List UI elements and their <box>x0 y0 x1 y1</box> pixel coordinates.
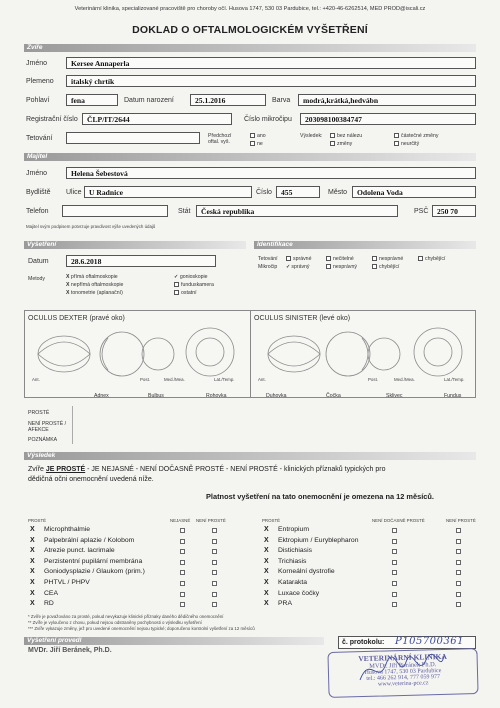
right-row <box>264 547 358 558</box>
os-bulbus-sketch <box>326 332 370 376</box>
right-name: Trichiasis <box>278 557 307 565</box>
footnote-1: * Zvíře je považováno za prosté, pokud nevykazuje klinické příznaky daného dědičného onemocnění <box>28 614 224 619</box>
free-mark[interactable]: X <box>264 578 269 586</box>
color-value: modrá,krátká,hedvábn <box>303 96 379 105</box>
os-ant-label: Ant. <box>258 377 266 382</box>
section-vet: Vyšetření provedl <box>24 637 324 645</box>
conclusion-notes-area[interactable] <box>72 406 476 444</box>
method-tonometry[interactable]: X tonometrie (aplanační) <box>66 290 123 296</box>
os-adnex-sketch <box>268 336 320 372</box>
col-free-right: PROSTÉ <box>262 518 281 523</box>
part-bulbus: Bulbus <box>148 393 164 399</box>
city-label: Město <box>328 189 348 196</box>
methods-list-2 <box>174 274 214 296</box>
prev-result-label: Výsledek: <box>300 133 323 139</box>
dob-field[interactable] <box>190 94 266 106</box>
city-value: Odolena Voda <box>357 188 403 197</box>
od-ant-label: Ant. <box>32 377 40 382</box>
col-free-left: PROSTÉ <box>28 518 47 523</box>
city-field[interactable] <box>352 186 476 198</box>
right-name: Katarakta <box>278 578 308 586</box>
chip-value: 203098100384747 <box>305 115 362 124</box>
left-row <box>30 579 145 590</box>
ident-tattoo-missing[interactable]: chybějící <box>418 256 445 262</box>
result-checkbox[interactable] <box>180 539 185 544</box>
ident-tattoo-illegible[interactable]: nečitelné <box>326 256 354 262</box>
document-title: DOKLAD O OFTALMOLOGICKÉM VYŠETŘENÍ <box>132 24 368 36</box>
animal-name-label: Jméno <box>26 60 48 67</box>
ident-tattoo-incorrect[interactable]: nesprávné <box>372 256 403 262</box>
result-checkbox[interactable] <box>212 602 217 607</box>
free-mark[interactable]: X <box>30 578 35 586</box>
stamp-line-2: MVDr. Jiří Beránek Ph.D. <box>369 661 437 670</box>
reg-value: ČLP/IT/2644 <box>87 115 130 124</box>
stamp-line-1: VETERINÁRNÍ KLINIKA <box>358 651 447 664</box>
result-checkbox[interactable] <box>212 528 217 533</box>
protocol-number: P105700361 <box>395 636 464 647</box>
od-iris-sketch <box>196 338 224 366</box>
ident-chip-label: Mikročip <box>258 264 278 270</box>
od-lid-sketch <box>38 342 90 366</box>
result-checkbox[interactable] <box>180 592 185 597</box>
prev-yes[interactable]: ano <box>250 133 266 139</box>
conclusion-free: PROSTÉ <box>28 410 50 416</box>
color-field[interactable] <box>298 94 476 106</box>
left-name: Microphthalmie <box>44 526 91 533</box>
part-vitreous: Sklivec <box>386 393 403 399</box>
result-checkbox[interactable] <box>180 570 185 575</box>
free-mark[interactable]: X <box>264 557 269 565</box>
ident-tattoo-correct[interactable]: správné <box>286 256 311 262</box>
section-owner: Majitel <box>24 153 476 161</box>
sex-label: Pohlaví <box>26 97 50 104</box>
result-checkbox[interactable] <box>456 570 461 575</box>
result-checkbox[interactable] <box>456 602 461 607</box>
od-title: OCULUS DEXTER (pravé oko) <box>28 315 125 322</box>
section-results: Výsledek <box>24 452 476 460</box>
left-row <box>30 600 145 611</box>
state-field[interactable] <box>196 205 398 217</box>
left-name: Goniodysplazie / Glaukom (prim.) <box>44 568 145 576</box>
section-animal: Zvíře <box>24 44 476 52</box>
right-name: Ektropium / Euryblepharon <box>278 536 359 544</box>
disease-list-right <box>264 526 358 611</box>
result-checkbox[interactable] <box>456 581 461 586</box>
free-mark[interactable]: X <box>30 589 35 597</box>
col-not-free-right: NENÍ PROSTÉ <box>446 518 476 523</box>
result-checkbox[interactable] <box>392 539 397 544</box>
od-lat-label: Lat./Temp. <box>214 377 235 382</box>
conclusion-note: POZNÁMKA <box>28 437 58 443</box>
right-row <box>264 600 358 611</box>
result-checkbox[interactable] <box>392 581 397 586</box>
methods-label: Metody <box>28 276 46 282</box>
zip-value: 250 70 <box>437 207 458 216</box>
method-funduscamera[interactable]: funduskamera <box>174 282 214 288</box>
prev-result-partial[interactable]: částečné změny <box>394 133 438 139</box>
color-label: Barva <box>272 97 291 104</box>
exam-date-field[interactable] <box>66 255 216 267</box>
breed-field[interactable] <box>66 75 476 87</box>
os-post-label: Post. <box>368 377 379 382</box>
section-exam: Vyšetření <box>24 241 246 249</box>
result-checkbox[interactable] <box>212 581 217 586</box>
od-med-label: Med./Mea. <box>164 377 185 382</box>
free-mark[interactable]: X <box>30 557 35 565</box>
result-checkbox[interactable] <box>456 528 461 533</box>
phone-field[interactable] <box>62 205 168 217</box>
result-checkbox[interactable] <box>392 528 397 533</box>
prev-no[interactable]: ne <box>250 141 263 147</box>
breed-label: Plemeno <box>26 78 54 85</box>
owner-name-label: Jméno <box>26 170 48 177</box>
owner-note: Majitel svým podpisem potvrzuje pravdivost výše uvedených údajů <box>26 224 156 229</box>
result-checkbox[interactable] <box>456 549 461 554</box>
od-fundus-sketch <box>186 328 234 376</box>
dob-value: 25.1.2016 <box>195 96 226 105</box>
left-name: PHTVL / PHPV <box>44 578 90 586</box>
protocol-box[interactable] <box>338 636 476 649</box>
owner-name-field[interactable] <box>66 167 476 179</box>
chip-field[interactable] <box>300 113 476 125</box>
left-name: Palpebrální aplazie / Kolobom <box>44 536 135 544</box>
result-checkbox[interactable] <box>456 560 461 565</box>
result-checkbox[interactable] <box>180 602 185 607</box>
right-row <box>264 558 358 569</box>
protocol-label: č. protokolu: <box>342 639 385 646</box>
result-checkbox[interactable] <box>212 560 217 565</box>
os-lat-label: Lat./Temp. <box>444 377 465 382</box>
breed-value: italský chrtík <box>71 77 115 86</box>
right-row <box>264 579 358 590</box>
house-number-field[interactable] <box>276 186 320 198</box>
state-label: Stát <box>178 208 191 215</box>
reg-field[interactable] <box>82 113 232 125</box>
footnote-3: *** Zvíře vykazuje změny, jež pro uvedené onemocnění nejsou typické; doporučeno kontrolní vyšetření za 12 měsíců <box>28 626 255 631</box>
od-cornea-sketch <box>142 338 174 370</box>
left-row <box>30 526 145 537</box>
chip-label: Číslo mikročipu <box>244 116 292 123</box>
exam-date-label: Datum <box>28 258 49 265</box>
ident-chip-correct[interactable]: ✓správný <box>286 264 310 270</box>
free-mark[interactable]: X <box>30 536 35 544</box>
prev-result-changes[interactable]: změny <box>330 141 352 147</box>
footnotes <box>28 614 255 632</box>
prev-result-clear[interactable]: bez nálezu <box>330 133 362 139</box>
ident-chip-incorrect[interactable]: nesprávný <box>326 264 357 270</box>
left-row <box>30 558 145 569</box>
zip-field[interactable] <box>432 205 476 217</box>
animal-name-field[interactable] <box>66 57 476 69</box>
conclusion-not-free: NENÍ PROSTÉ / AFEKCE <box>28 421 67 433</box>
section-ident: Identifikace <box>254 241 476 249</box>
part-fundus: Fundus <box>444 393 462 399</box>
owner-name-value: Helena Šebestová <box>71 169 128 178</box>
result-checkbox[interactable] <box>456 539 461 544</box>
methods-list <box>66 274 123 296</box>
vet-name: MVDr. Jiří Beránek, Ph.D. <box>28 647 112 654</box>
result-checkbox[interactable] <box>212 539 217 544</box>
free-mark[interactable]: X <box>264 526 269 533</box>
od-adnex-sketch <box>38 336 90 372</box>
free-mark[interactable]: X <box>30 568 35 576</box>
os-cornea-sketch <box>368 338 400 370</box>
part-iris: Duhovka <box>266 393 287 399</box>
free-mark[interactable]: X <box>264 600 269 608</box>
os-fundus-sketch <box>414 328 462 376</box>
os-iris-sketch <box>424 338 452 366</box>
stamp-line-3: Husova 1747, 530 03 Pardubice <box>364 667 442 677</box>
od-post-label: Post. <box>140 377 151 382</box>
dob-label: Datum narození <box>124 97 174 104</box>
animal-name-value: Kersee Annaperla <box>71 59 130 68</box>
od-bulbus-sketch <box>100 332 144 376</box>
street-value: U Radnice <box>89 188 123 197</box>
result-checkbox[interactable] <box>392 602 397 607</box>
os-title: OCULUS SINISTER (levé oko) <box>254 315 351 322</box>
method-gonioscopy[interactable]: ✓ gonioskopie <box>174 274 208 280</box>
result-statement-2: dědičná očni onemocnění uvedená níže. <box>28 476 154 483</box>
result-checkbox[interactable] <box>392 549 397 554</box>
free-mark[interactable]: X <box>264 568 269 576</box>
right-name: Entropium <box>278 526 309 533</box>
stamp-line-5: www.veterina-pce.cz <box>377 680 429 688</box>
right-row <box>264 537 358 548</box>
left-name: Perzistentní pupilární membrána <box>44 557 143 565</box>
left-row <box>30 537 145 548</box>
street-field[interactable] <box>84 186 252 198</box>
col-temp-right: NENÍ DOČASNĚ PROSTÉ <box>372 518 425 523</box>
right-row <box>264 568 358 579</box>
reg-label: Registrační číslo <box>26 116 78 123</box>
os-lid-sketch <box>268 342 320 366</box>
right-name: PRA <box>278 600 292 608</box>
result-checkbox[interactable] <box>212 592 217 597</box>
left-name: CEA <box>44 589 58 597</box>
disease-list-left <box>30 526 145 611</box>
left-row <box>30 590 145 601</box>
left-row <box>30 568 145 579</box>
result-checkbox[interactable] <box>180 560 185 565</box>
footnote-2: ** Zvíře je vyloučeno z chovu, pokud nejsou odstraněny pochybnosti o výsledku vyšetření <box>28 620 202 625</box>
house-number-label: Číslo <box>256 189 272 196</box>
sex-value: fena <box>71 96 85 105</box>
signature-icon <box>356 650 446 690</box>
result-checkbox[interactable] <box>212 570 217 575</box>
free-mark[interactable]: X <box>264 547 269 555</box>
part-cornea: Rohovka <box>206 393 227 399</box>
col-unclear-left: NEJASNÉ <box>170 518 191 523</box>
left-row <box>30 547 145 558</box>
result-checkbox[interactable] <box>392 570 397 575</box>
exam-date-value: 28.6.2018 <box>71 257 102 266</box>
validity-note: Platnost vyšetření na tato onemocnění je omezena na 12 měsíců. <box>206 492 434 501</box>
tattoo-field[interactable] <box>66 132 200 144</box>
method-other[interactable]: ostatní <box>174 290 214 296</box>
street-label: Ulice <box>66 189 82 196</box>
os-med-label: Med./Mea. <box>394 377 415 382</box>
state-value: Česká republika <box>201 207 255 216</box>
result-statement: Zvíře JE PROSTÉ - JE NEJASNÉ - NENÍ DOČASNĚ PROSTÉ - NENÍ PROSTÉ - klinických příznaků typických pro <box>28 466 386 473</box>
left-name: RD <box>44 600 54 608</box>
zip-label: PSČ <box>414 208 429 215</box>
col-not-free-left: NENÍ PROSTÉ <box>196 518 226 523</box>
ident-chip-missing[interactable]: chybějící <box>372 264 399 270</box>
right-row <box>264 590 358 601</box>
right-row <box>264 526 358 537</box>
right-name: Luxace čočky <box>278 589 320 597</box>
method-indirect[interactable]: X nepřímá oftalmoskopie <box>66 282 124 288</box>
result-checkbox[interactable] <box>392 592 397 597</box>
result-checkbox[interactable] <box>212 549 217 554</box>
stamp-line-4: tel.: 466 262 914, 777 059 977 <box>366 674 441 682</box>
free-mark[interactable]: X <box>30 526 35 533</box>
tattoo-label: Tetování <box>26 135 53 142</box>
right-name: Distichiasis <box>278 547 312 555</box>
sex-field[interactable] <box>66 94 118 106</box>
right-name: Korneální dystrofie <box>278 568 335 576</box>
free-mark[interactable]: X <box>30 547 35 555</box>
result-checkbox[interactable] <box>180 581 185 586</box>
part-adnex: Adnex <box>94 393 109 399</box>
result-checkbox[interactable] <box>180 549 185 554</box>
method-direct[interactable]: X přímá oftalmoskopie <box>66 274 118 280</box>
ident-tattoo-label: Tetování <box>258 256 278 262</box>
result-checkbox[interactable] <box>392 560 397 565</box>
prev-result-uncertain[interactable]: neurčitý <box>394 141 419 147</box>
free-mark[interactable]: X <box>264 589 269 597</box>
free-mark[interactable]: X <box>264 536 269 544</box>
result-verdict: JE PROSTÉ <box>45 466 86 473</box>
free-mark[interactable]: X <box>30 600 35 608</box>
result-checkbox[interactable] <box>180 528 185 533</box>
left-name: Atrezie punct. lacrimale <box>44 547 115 555</box>
house-number-value: 455 <box>281 188 293 197</box>
address-label: Bydliště <box>26 189 51 196</box>
prev-exam-label: Předchozí oftal. vyš. <box>208 133 232 145</box>
clinic-header: Veterinární klinika, specializované pracoviště pro choroby očí. Husova 1747, 530 03 Pardubice, tel.: +420-46-6262514, MED PROD@iscali.cz <box>74 6 426 12</box>
part-lens: Čočka <box>326 393 341 399</box>
phone-label: Telefon <box>26 208 49 215</box>
result-checkbox[interactable] <box>456 592 461 597</box>
